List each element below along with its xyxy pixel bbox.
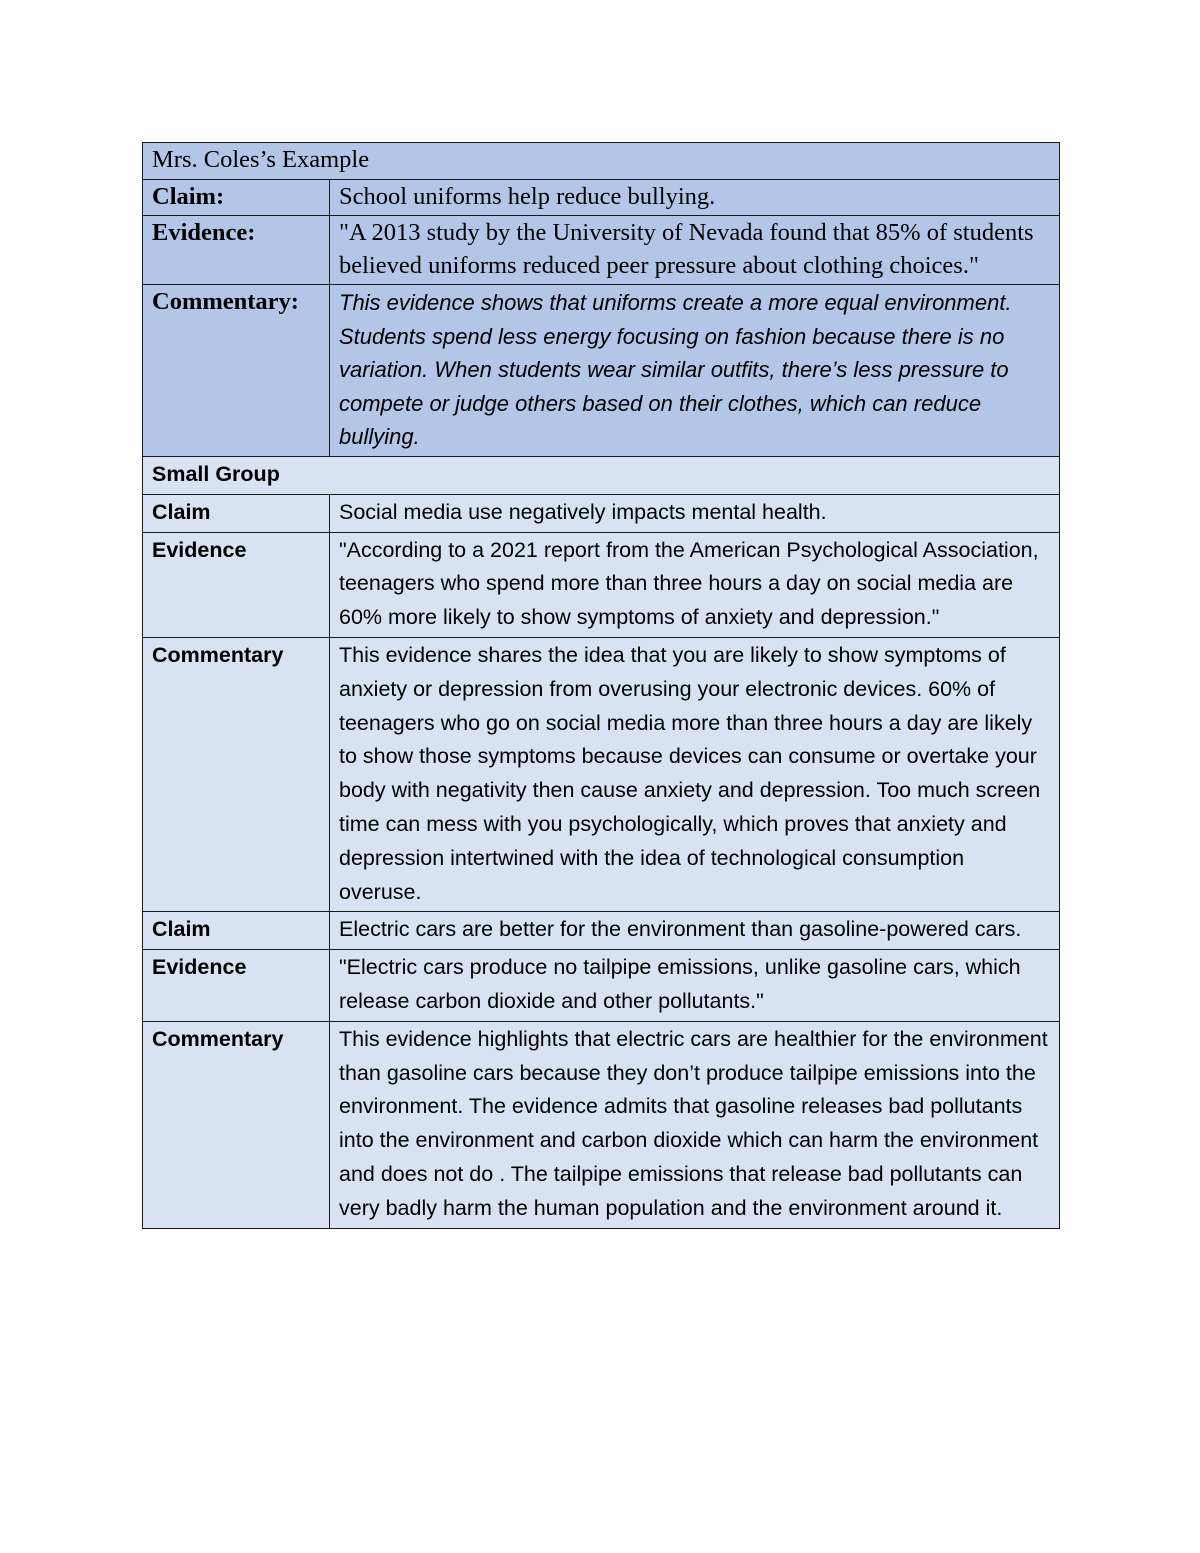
row-text: This evidence shares the idea that you are likely to show symptoms of anxiety or depression from overusing your electronic devices. 60% of teenagers who go on social media more than three hours a day are likely to show those symptoms because devices can consume or overtake your body with negativity then cause anxiety and depression. Too much screen time can mess with you psychologically, which proves that anxiety and depression intertwined with the idea of technological consumption overuse. [330,637,1060,911]
small-group-section [143,456,1060,1228]
row-label: Evidence [143,950,330,1022]
example-claim-text: School uniforms help reduce bullying. [330,179,1060,216]
example-evidence-row [143,216,1060,285]
example-commentary-row [143,285,1060,457]
row-label: Commentary [143,1021,330,1228]
example-evidence-label: Evidence: [143,216,330,285]
row-text: This evidence highlights that electric cars are healthier for the environment than gasoline cars because they don’t produce tailpipe emissions into the environment. The evidence admits that gasoline releases bad pollutants into the environment and carbon dioxide which can harm the environment and does not do . The tailpipe emissions that release bad pollutants can very badly harm the human population and the environment around it. [330,1021,1060,1228]
row-label: Claim [143,912,330,950]
example-title: Mrs. Coles’s Example [143,143,1060,180]
row-text: "According to a 2021 report from the American Psychological Association, teenagers who spend more than three hours a day on social media are 60% more likely to show symptoms of anxiety and depression." [330,532,1060,637]
table-row [143,532,1060,637]
cer-table [142,142,1060,1229]
example-title-row [143,143,1060,180]
example-commentary-text: This evidence shows that uniforms create a more equal environment. Students spend less energy focusing on fashion because there is no variation. When students wear similar outfits, there’s less pressure to compete or judge others based on their clothes, which can reduce bullying. [330,285,1060,457]
table-row [143,637,1060,911]
table-row [143,912,1060,950]
table-row [143,1021,1060,1228]
example-evidence-text: "A 2013 study by the University of Nevada found that 85% of students believed uniforms reduced peer pressure about clothing choices." [330,216,1060,285]
row-label: Evidence [143,532,330,637]
example-claim-row [143,179,1060,216]
row-text: Social media use negatively impacts mental health. [330,494,1060,532]
row-label: Commentary [143,637,330,911]
table-row [143,494,1060,532]
example-claim-label: Claim: [143,179,330,216]
row-label: Claim [143,494,330,532]
row-text: Electric cars are better for the environment than gasoline-powered cars. [330,912,1060,950]
small-group-title: Small Group [143,456,1060,494]
example-section [143,143,1060,457]
row-text: "Electric cars produce no tailpipe emissions, unlike gasoline cars, which release carbon dioxide and other pollutants." [330,950,1060,1022]
small-group-title-row [143,456,1060,494]
table-row [143,950,1060,1022]
document-page [142,142,1059,1229]
example-commentary-label: Commentary: [143,285,330,457]
